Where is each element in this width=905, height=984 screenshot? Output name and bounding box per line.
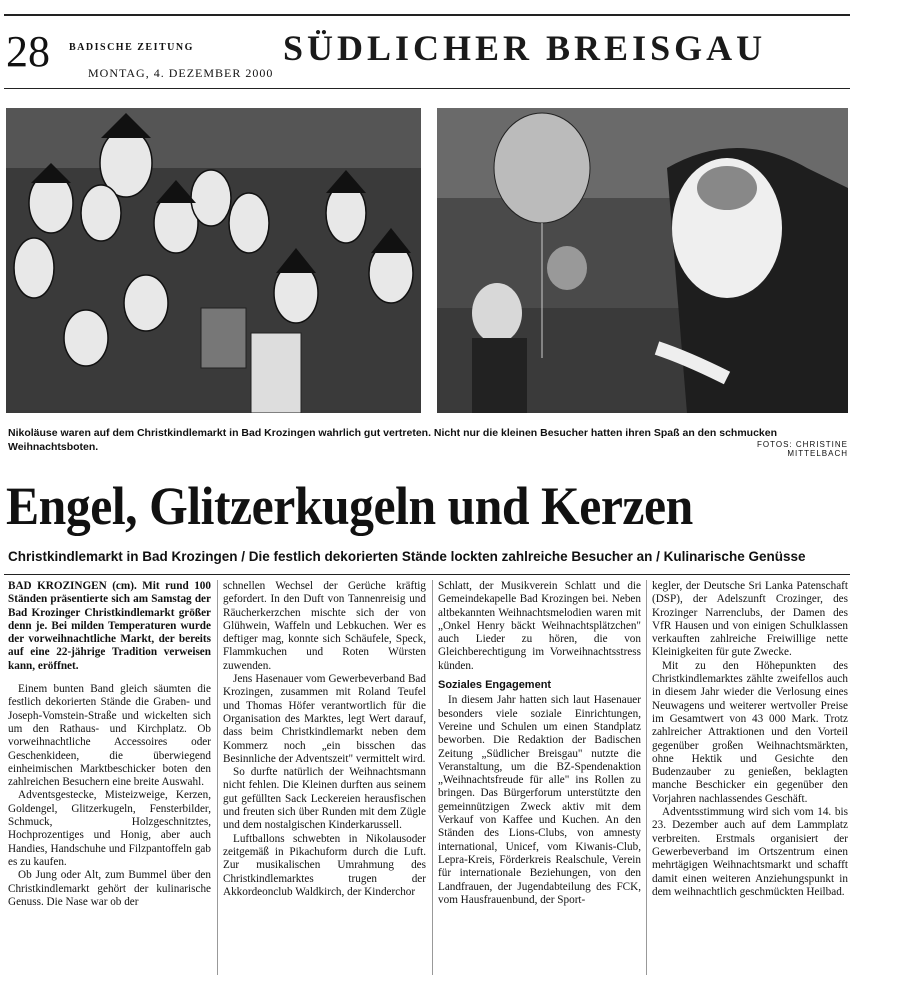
column-divider	[432, 580, 433, 975]
photo-santa-children	[437, 108, 848, 413]
article-column-4	[652, 580, 848, 899]
column-divider	[217, 580, 218, 975]
subhead-rule	[4, 574, 850, 575]
article-column-3	[438, 580, 641, 907]
paragraph: kegler, der Deutsche Sri Lanka Patenschaft (DSP), der Adelszunft Crozinger, des Krozinger Narrenclubs, der Damen des VfR Hausen und von einigen Schulklassen verkauften zahlreiche Freiwillige nette Kleinigkeiten für gute Zwecke.	[652, 580, 848, 659]
paragraph: In diesem Jahr hatten sich laut Hasenauer besonders viele soziale Einrichtungen, Vereine und Schulen um einen Standplatz beworben. Die Redaktion der Badischen Zeitung „Südlicher Breisgau" nutzte die Veranstaltung, um die BZ-Spendenaktion „Weihnachtsfreude für alle" ins Rollen zu bringen. Das Bürgerforum unterstützte den gemeinnützigen Zweck aktiv mit dem Verkauf von Kaffee und Kuchen. An den Ständen des Lions-Clubs, von amnesty international, Unicef, vom Kiwanis-Club, Lepra-Kreis, Förderkreis Realschule, Verein für internationale Beziehungen, von den Landfrauen, der Jugendabteilung des FCK, vom Hausfrauenbund, der Sport-	[438, 694, 641, 906]
paragraph: So durfte natürlich der Weihnachtsmann nicht fehlen. Die Kleinen durften aus seinem gut gefüllten Sack Leckereien herausfischen und freuten sich über Runden mit dem Zügle und dem nostalgischen Kinderkarussell.	[223, 766, 426, 832]
article-subhead: Christkindlemarkt in Bad Krozingen / Die festlich dekorierten Stände lockten zahlreiche Besucher an / Kulinarische Genüsse	[8, 549, 806, 564]
paragraph: Mit zu den Höhepunkten des Christkindlemarktes zählte zweifellos auch in diesem Jahr wieder die Verlosung eines Neuwagens und weiterer wertvoller Preise im Gesamtwert von 43 000 Mark. Trotz zahlreicher Attraktionen und den Vorteil gegenüber großen Weihnachtsmärkten, ohne Hektik und Gesichte den Budenzauber zu genießen, beklagten manche Beschicker ein gegenüber den Vorjahren nachlassendes Geschäft.	[652, 659, 848, 805]
paragraph: Ob Jung oder Alt, zum Bummel über den Christkindlemarkt gehört der kulinarische Genuss. Die Nase war ob der	[8, 869, 211, 908]
paragraph: Einem bunten Band gleich säumten die festlich dekorierten Stände die Graben- und Joseph-Vomstein-Straße und wickelten sich um den Rathaus- und Kirchplatz. Ob vorweihnachtliche Accessoires oder Geschenkideen, die überwiegend einheimischen Marktbeschicker boten den zahlreichen Besuchern eine breite Auswahl.	[8, 683, 211, 789]
page-number: 28	[6, 27, 50, 76]
newspaper-name: BADISCHE ZEITUNG	[69, 42, 194, 53]
photo-credit: FOTOS: CHRISTINE MITTELBACH	[757, 440, 848, 458]
article-headline: Engel, Glitzerkugeln und Kerzen	[6, 476, 693, 536]
paragraph: Luftballons schwebten in Nikolausoder zeitgemäß in Pikachuform durch die Luft. Zur musikalischen Umrahmung des Christkindlemarktes trugen der Akkordeonclub Waldkirch, der Kinderchor	[223, 832, 426, 898]
paragraph: Adventsstimmung wird sich vom 14. bis 23. Dezember auch auf dem Lammplatz verbreiten. Erstmals organisiert der Gewerbeverband im Ortszentrum einen mehrtägigen Weihnachtsmarkt und schafft damit einen weiteren Anziehungspunkt in dem weihnachtlich geschmückten Heilbad.	[652, 806, 848, 898]
issue-date: MONTAG, 4. DEZEMBER 2000	[88, 66, 274, 80]
paragraph: schnellen Wechsel der Gerüche kräftig gefordert. In den Duft von Tannenreisig und Räucherkerzchen mischte sich der von Glühwein, Waffeln und Lebkuchen. Wer es deftiger mag, konnte sich Schäufele, Speck, Flammkuchen und Roten Würsten zuwenden.	[223, 580, 426, 672]
article-column-1	[8, 580, 211, 909]
paragraph: Schlatt, der Musikverein Schlatt und die Gemeindekapelle Bad Krozingen bei. Neben altbekannten Weihnachtsmelodien waren mit „Onkel Henry bäckt Weihnachtsplätzchen" auch Lieder zu hören, die von Gleichberechtigung im Vorweihnachtsstress künden.	[438, 580, 641, 672]
column-divider	[646, 580, 647, 975]
paragraph: Jens Hasenauer vom Gewerbeverband Bad Krozingen, zusammen mit Roland Teufel und Thomas Höfer verantwortlich für die Organisation des Marktes, legt Wert darauf, dass beim Christkindlemarkt neben dem Kommerz noch „ein bisschen das Besinnliche der Adventszeit" vermittelt wird.	[223, 673, 426, 765]
photo-santa-figures	[6, 108, 421, 413]
top-rule	[4, 14, 850, 16]
paragraph: Adventsgestecke, Misteizweige, Kerzen, Goldengel, Glitzerkugeln, Fensterbilder, Schmuck, Holzgeschnitztes, Hochprozentiges und Honig, aber auch Handies, Handschuhe und Filzpantoffeln gab es zu kaufen.	[8, 789, 211, 868]
photo-caption: Nikoläuse waren auf dem Christkindlemarkt in Bad Krozingen wahrlich gut vertreten. Nicht nur die kleinen Besucher hatten ihren Spaß an den schmucken Weihnachtsboten.	[8, 427, 778, 453]
subheading: Soziales Engagement	[438, 679, 552, 692]
article-lead: BAD KROZINGEN (cm). Mit rund 100 Ständen präsentierte sich am Samstag der Bad Krozinger Christkindlemarkt größer denn je. Bei milden Temperaturen wurde der vorweihnachtliche Markt, der bereits auf eine 22-jährige Tradition verweisen kann, eröffnet.	[8, 580, 211, 672]
masthead-rule	[4, 88, 850, 89]
article-column-2	[223, 580, 426, 899]
section-title: SÜDLICHER BREISGAU	[283, 28, 767, 68]
